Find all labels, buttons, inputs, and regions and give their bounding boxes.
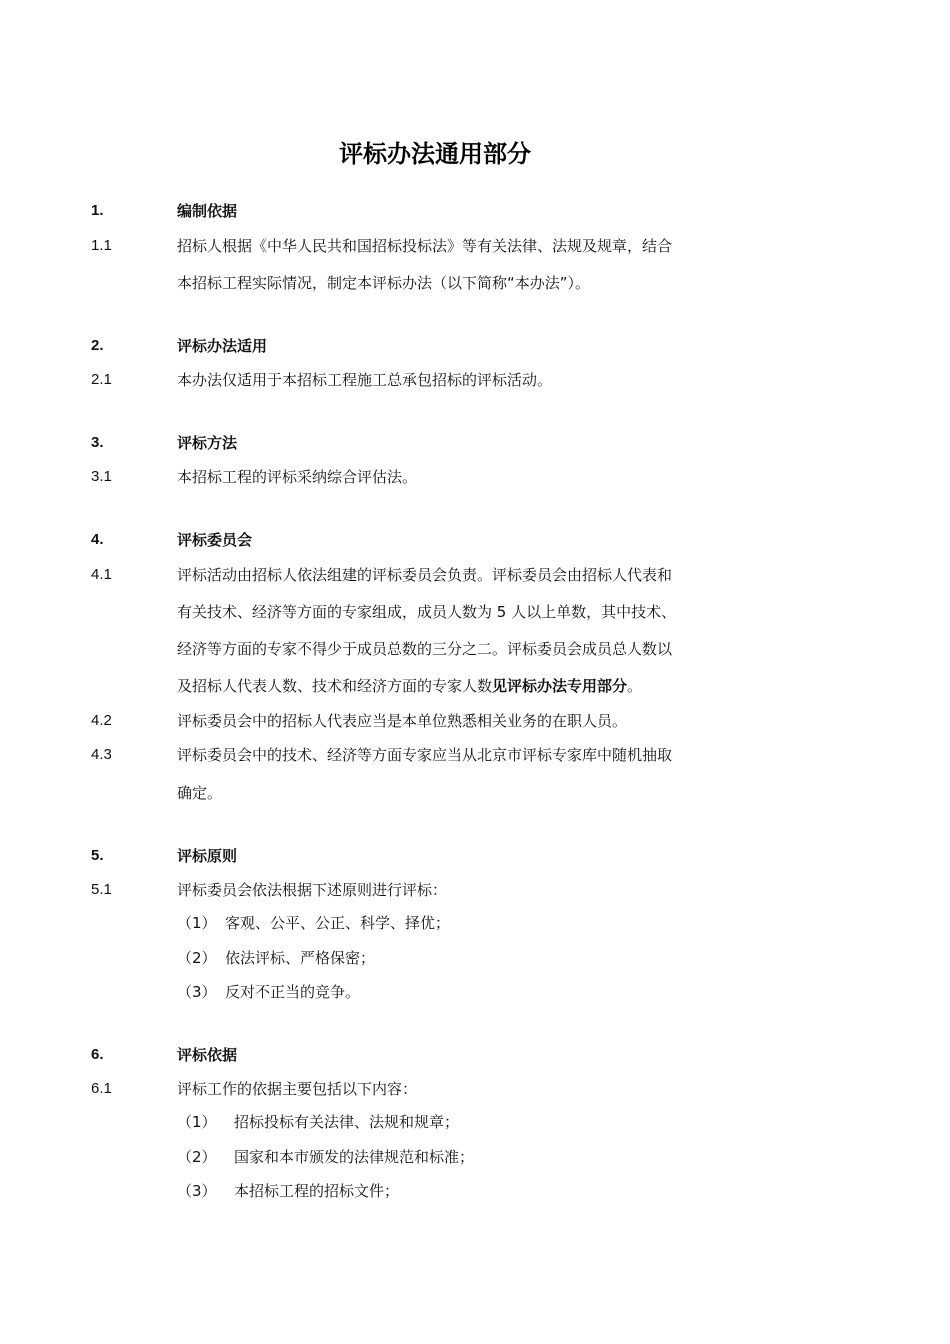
clause-text: 评标工作的依据主要包括以下内容： [177, 1080, 418, 1098]
clause-number: 4.1 [91, 566, 112, 583]
list-item [177, 1144, 475, 1170]
list-item-label: （1） [177, 914, 217, 932]
list-item-label: （2） [177, 1148, 217, 1166]
clause-text: 评标委员会中的招标人代表应当是本单位熟悉相关业务的在职人员。 [177, 712, 628, 730]
clause-number: 4.2 [91, 712, 112, 729]
section-heading-5 [0, 843, 950, 869]
section-title: 评标原则 [177, 847, 238, 865]
clause-4-3 [0, 742, 950, 768]
list-item-text: 本招标工程的招标文件； [234, 1182, 400, 1200]
clause-text: 招标人根据《中华人民共和国招标投标法》等有关法律、法规及规章，结合 [177, 237, 673, 255]
clause-4-2 [0, 708, 950, 734]
section-title: 评标方法 [177, 434, 238, 452]
list-item [177, 1109, 460, 1135]
clause-text-plain: 及招标人代表人数、技术和经济方面的专家人数 [177, 677, 493, 695]
section-title: 评标委员会 [177, 531, 253, 549]
clause-1-1 [0, 233, 950, 259]
clause-text-continued: 有关技术、经济等方面的专家组成，成员人数为 5 人以上单数，其中技术、 [177, 603, 677, 621]
clause-number: 2.1 [91, 371, 112, 388]
section-number: 1. [91, 202, 104, 219]
clause-text: 评标委员会依法根据下述原则进行评标： [177, 881, 448, 899]
section-title: 编制依据 [177, 202, 238, 220]
clause-2-1 [0, 367, 950, 393]
clause-5-1 [0, 877, 950, 903]
clause-text: 本办法仅适用于本招标工程施工总承包招标的评标活动。 [177, 371, 553, 389]
clause-text-continued: 本招标工程实际情况，制定本评标办法（以下简称“本办法”）。 [177, 274, 591, 292]
section-number: 3. [91, 434, 104, 451]
clause-text: 评标活动由招标人依法组建的评标委员会负责。评标委员会由招标人代表和 [177, 566, 673, 584]
clause-number: 4.3 [91, 746, 112, 763]
clause-3-1 [0, 464, 950, 490]
section-heading-6 [0, 1042, 950, 1068]
list-item-text: 反对不正当的竞争。 [225, 983, 361, 1001]
list-item [177, 945, 376, 971]
section-number: 6. [91, 1046, 104, 1063]
clause-text: 本招标工程的评标采纳综合评估法。 [177, 468, 418, 486]
clause-6-1 [0, 1076, 950, 1102]
section-title: 评标依据 [177, 1046, 238, 1064]
list-item-text: 依法评标、严格保密； [225, 949, 376, 967]
list-item-label: （1） [177, 1113, 217, 1131]
list-item-text: 客观、公平、公正、科学、择优； [225, 914, 451, 932]
list-item-text: 国家和本市颁发的法律规范和标准； [234, 1148, 475, 1166]
clause-4-1 [0, 562, 950, 588]
clause-number: 3.1 [91, 468, 112, 485]
list-item-label: （3） [177, 1182, 217, 1200]
section-number: 5. [91, 847, 104, 864]
clause-number: 1.1 [91, 237, 112, 254]
section-heading-3 [0, 430, 950, 456]
section-title: 评标办法适用 [177, 337, 268, 355]
clause-text-continued: 确定。 [177, 784, 223, 802]
section-heading-4 [0, 527, 950, 553]
list-item-label: （2） [177, 949, 217, 967]
section-heading-2 [0, 333, 950, 359]
list-item [177, 979, 361, 1005]
list-item-label: （3） [177, 983, 217, 1001]
list-item-text: 招标投标有关法律、法规和规章； [234, 1113, 460, 1131]
clause-number: 5.1 [91, 881, 112, 898]
list-item [177, 910, 451, 936]
clause-text-plain: 。 [627, 677, 643, 695]
page-title: 评标办法通用部分 [339, 140, 531, 168]
clause-text-continued [177, 673, 642, 699]
clause-text: 评标委员会中的技术、经济等方面专家应当从北京市评标专家库中随机抽取 [177, 746, 673, 764]
clause-text-continued: 经济等方面的专家不得少于成员总数的三分之二。评标委员会成员总人数以 [177, 640, 673, 658]
clause-number: 6.1 [91, 1080, 112, 1097]
section-number: 2. [91, 337, 104, 354]
list-item [177, 1178, 400, 1204]
section-heading-1 [0, 198, 950, 224]
section-number: 4. [91, 531, 104, 548]
clause-text-emphasis: 见评标办法专用部分 [492, 677, 628, 695]
